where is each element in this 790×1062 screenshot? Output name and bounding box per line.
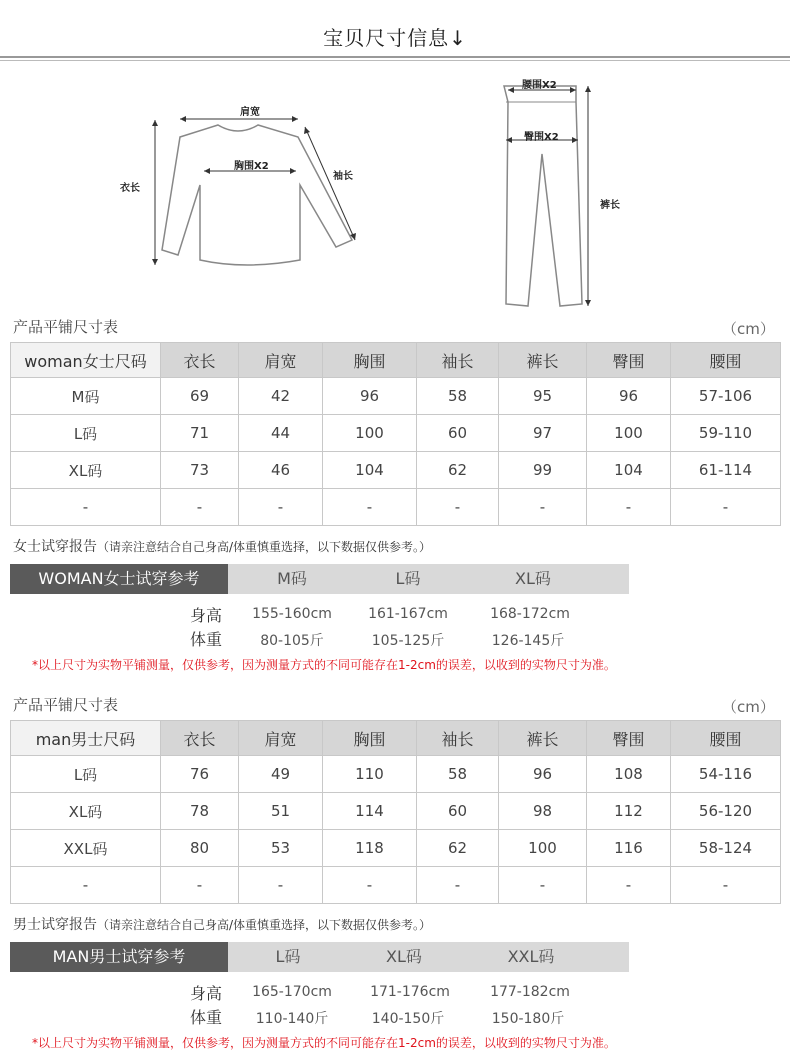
table-cell: 80 xyxy=(161,830,239,867)
men-weight-label: 体重 xyxy=(190,1008,223,1027)
table-cell: - xyxy=(587,867,671,904)
shirt-outline xyxy=(162,125,352,265)
table-cell: 98 xyxy=(499,793,587,830)
table-cell: - xyxy=(671,867,781,904)
women-section-title: 产品平铺尺寸表 xyxy=(13,318,119,336)
header-cell: 袖长 xyxy=(417,721,499,756)
title-divider xyxy=(0,56,790,58)
header-cell: 臀围 xyxy=(587,343,671,378)
table-row xyxy=(11,415,781,452)
table-cell: 100 xyxy=(587,415,671,452)
table-cell: 56-120 xyxy=(671,793,781,830)
men-weight-value: 150-180斤 xyxy=(491,1011,565,1027)
women-weight-value: 105-125斤 xyxy=(371,633,445,649)
table-cell: 61-114 xyxy=(671,452,781,489)
table-cell: 60 xyxy=(417,793,499,830)
table-cell: 118 xyxy=(323,830,417,867)
women-weight-value: 126-145斤 xyxy=(491,633,565,649)
women-fit-bar-lead: WOMAN女士试穿参考 xyxy=(10,564,228,594)
pants-diagram xyxy=(490,72,600,312)
table-cell: 57-106 xyxy=(671,378,781,415)
table-cell: 58 xyxy=(417,756,499,793)
men-size-table xyxy=(10,720,781,904)
table-cell: 49 xyxy=(239,756,323,793)
table-cell: 112 xyxy=(587,793,671,830)
women-table-header xyxy=(11,343,781,378)
table-cell: 96 xyxy=(587,378,671,415)
men-report-note: （请亲注意结合自己身高/体重慎重选择，以下数据仅供参考。） xyxy=(97,918,432,932)
women-height-value: 161-167cm xyxy=(368,606,448,622)
table-cell: - xyxy=(499,867,587,904)
women-report-title: 女士试穿报告 xyxy=(13,539,97,555)
header-cell: 胸围 xyxy=(323,343,417,378)
table-cell: - xyxy=(11,867,161,904)
top-garment-diagram xyxy=(100,95,370,280)
table-cell: - xyxy=(671,489,781,526)
table-row xyxy=(11,793,781,830)
women-unit: （cm） xyxy=(722,320,775,338)
table-row xyxy=(11,452,781,489)
men-height-value: 165-170cm xyxy=(252,984,332,1000)
table-row xyxy=(11,867,781,904)
women-height-value: 155-160cm xyxy=(252,606,332,622)
table-cell: 58 xyxy=(417,378,499,415)
table-cell: 100 xyxy=(323,415,417,452)
table-cell: - xyxy=(161,489,239,526)
table-cell: L码 xyxy=(11,415,161,452)
women-report-heading xyxy=(13,536,431,556)
pants-outline xyxy=(504,86,582,306)
header-cell: 腰围 xyxy=(671,343,781,378)
table-cell: 97 xyxy=(499,415,587,452)
men-weight-value: 140-150斤 xyxy=(371,1011,445,1027)
table-cell: 60 xyxy=(417,415,499,452)
men-table-header xyxy=(11,721,781,756)
men-weight-value: 110-140斤 xyxy=(255,1011,329,1027)
pants-length-label: 裤长 xyxy=(600,200,620,211)
table-cell: - xyxy=(417,489,499,526)
length-label: 衣长 xyxy=(120,183,140,194)
table-cell: 71 xyxy=(161,415,239,452)
table-cell: 116 xyxy=(587,830,671,867)
table-cell: 110 xyxy=(323,756,417,793)
table-row xyxy=(11,830,781,867)
women-weight-label: 体重 xyxy=(190,630,223,649)
men-height-value: 171-176cm xyxy=(370,984,450,1000)
table-cell: M码 xyxy=(11,378,161,415)
women-size-col: L码 xyxy=(395,569,421,588)
table-cell: 99 xyxy=(499,452,587,489)
table-cell: 96 xyxy=(499,756,587,793)
shoulder-label: 肩宽 xyxy=(240,107,260,118)
women-size-col: M码 xyxy=(277,569,307,588)
men-size-col: XL码 xyxy=(386,947,422,966)
table-cell: L码 xyxy=(11,756,161,793)
men-report-title: 男士试穿报告 xyxy=(13,917,97,933)
women-height-value: 168-172cm xyxy=(490,606,570,622)
table-cell: 62 xyxy=(417,452,499,489)
men-size-col: L码 xyxy=(275,947,301,966)
title-divider-thin xyxy=(0,60,790,61)
men-height-value: 177-182cm xyxy=(490,984,570,1000)
hip-label: 臀围X2 xyxy=(524,132,559,143)
table-row xyxy=(11,489,781,526)
table-cell: XL码 xyxy=(11,793,161,830)
page-title: 宝贝尺寸信息↓ xyxy=(323,26,467,50)
men-fit-bar-lead: MAN男士试穿参考 xyxy=(10,942,228,972)
table-cell: 108 xyxy=(587,756,671,793)
table-cell: 42 xyxy=(239,378,323,415)
table-cell: 96 xyxy=(323,378,417,415)
header-cell: man男士尺码 xyxy=(11,721,161,756)
header-cell: woman女士尺码 xyxy=(11,343,161,378)
men-height-label: 身高 xyxy=(190,984,223,1003)
table-cell: - xyxy=(161,867,239,904)
table-cell: - xyxy=(323,489,417,526)
women-height-label: 身高 xyxy=(190,606,223,625)
header-cell: 肩宽 xyxy=(239,721,323,756)
table-cell: 78 xyxy=(161,793,239,830)
table-cell: 69 xyxy=(161,378,239,415)
header-cell: 裤长 xyxy=(499,343,587,378)
table-cell: 44 xyxy=(239,415,323,452)
header-cell: 衣长 xyxy=(161,721,239,756)
men-disclaimer: *以上尺寸为实物平铺测量，仅供参考，因为测量方式的不同可能存在1-2cm的误差，以收到的实物尺寸为准。 xyxy=(32,1036,616,1050)
men-report-heading xyxy=(13,914,431,934)
men-size-col: XXL码 xyxy=(507,947,555,966)
table-cell: 53 xyxy=(239,830,323,867)
header-cell: 胸围 xyxy=(323,721,417,756)
table-cell: 73 xyxy=(161,452,239,489)
header-cell: 衣长 xyxy=(161,343,239,378)
table-cell: XXL码 xyxy=(11,830,161,867)
header-cell: 臀围 xyxy=(587,721,671,756)
table-cell: - xyxy=(239,489,323,526)
table-cell: - xyxy=(239,867,323,904)
table-cell: 104 xyxy=(587,452,671,489)
header-cell: 腰围 xyxy=(671,721,781,756)
table-cell: - xyxy=(11,489,161,526)
table-cell: 59-110 xyxy=(671,415,781,452)
sleeve-label: 袖长 xyxy=(333,171,353,182)
header-cell: 袖长 xyxy=(417,343,499,378)
chest-label: 胸围X2 xyxy=(234,161,269,172)
table-cell: 95 xyxy=(499,378,587,415)
table-cell: 104 xyxy=(323,452,417,489)
table-cell: 51 xyxy=(239,793,323,830)
waist-label: 腰围X2 xyxy=(522,80,557,91)
header-cell: 裤长 xyxy=(499,721,587,756)
table-cell: - xyxy=(587,489,671,526)
women-disclaimer: *以上尺寸为实物平铺测量，仅供参考，因为测量方式的不同可能存在1-2cm的误差，以收到的实物尺寸为准。 xyxy=(32,658,616,672)
table-cell: 62 xyxy=(417,830,499,867)
table-cell: 76 xyxy=(161,756,239,793)
women-report-note: （请亲注意结合自己身高/体重慎重选择，以下数据仅供参考。） xyxy=(97,540,432,554)
table-cell: 54-116 xyxy=(671,756,781,793)
table-cell: - xyxy=(323,867,417,904)
header-cell: 肩宽 xyxy=(239,343,323,378)
table-row xyxy=(11,756,781,793)
women-size-col: XL码 xyxy=(515,569,551,588)
men-section-title: 产品平铺尺寸表 xyxy=(13,696,119,714)
table-cell: 100 xyxy=(499,830,587,867)
table-cell: 58-124 xyxy=(671,830,781,867)
table-cell: 114 xyxy=(323,793,417,830)
table-cell: - xyxy=(499,489,587,526)
table-row xyxy=(11,378,781,415)
men-unit: （cm） xyxy=(722,698,775,716)
table-cell: - xyxy=(417,867,499,904)
women-size-table xyxy=(10,342,781,526)
table-cell: 46 xyxy=(239,452,323,489)
table-cell: XL码 xyxy=(11,452,161,489)
women-weight-value: 80-105斤 xyxy=(260,633,324,649)
